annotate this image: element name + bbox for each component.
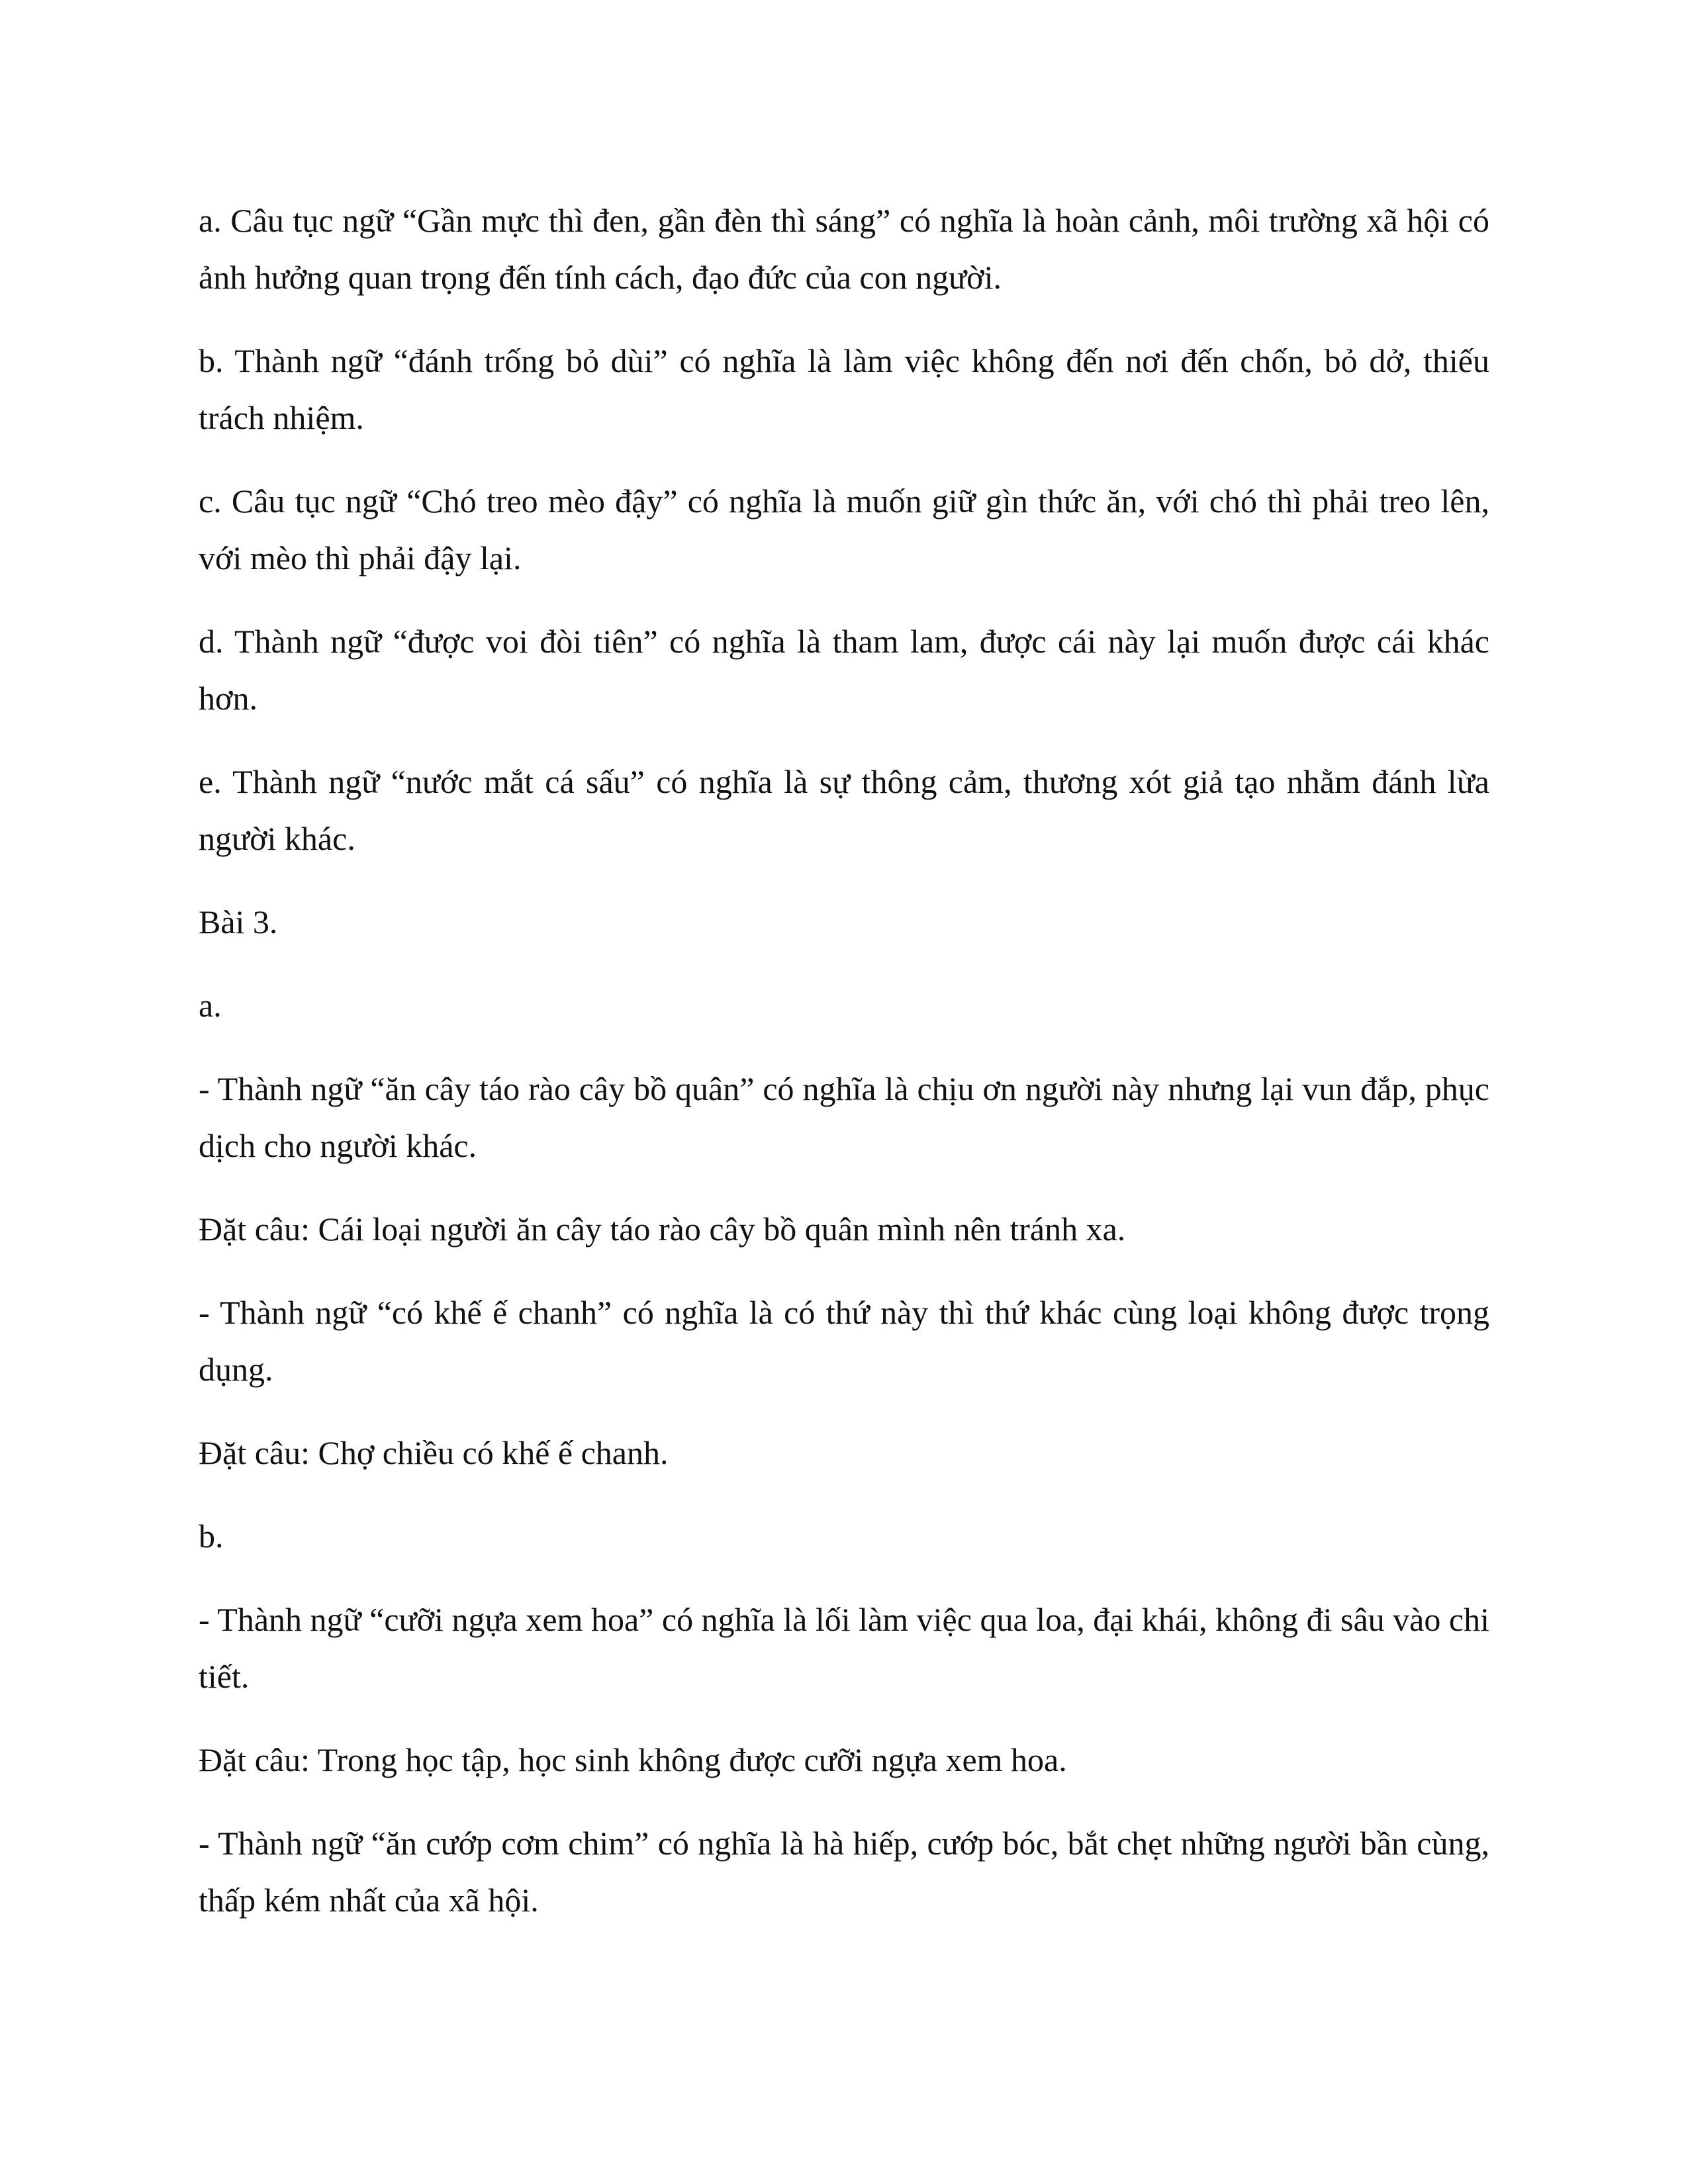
idiom-explanation: - Thành ngữ “ăn cướp cơm chim” có nghĩa là hà hiếp, cướp bóc, bắt chẹt những người bần cùng, thấp kém nhất của xã hội. [199, 1825, 1489, 1919]
answer-paragraph-d: d. Thành ngữ “được voi đòi tiên” có nghĩa là tham lam, được cái này lại muốn được cái khác hơn. [199, 623, 1489, 717]
example-sentence: Đặt câu: Trong học tập, học sinh không được cưỡi ngựa xem hoa. [199, 1741, 1067, 1778]
idiom-explanation: - Thành ngữ “ăn cây táo rào cây bồ quân” có nghĩa là chịu ơn người này nhưng lại vun đắp, phục dịch cho người khác. [199, 1070, 1489, 1164]
idiom-explanation: - Thành ngữ “có khế ế chanh” có nghĩa là có thứ này thì thứ khác cùng loại không được trọng dụng. [199, 1294, 1489, 1388]
answer-paragraph-c: c. Câu tục ngữ “Chó treo mèo đậy” có nghĩa là muốn giữ gìn thức ăn, với chó thì phải treo lên, với mèo thì phải đậy lại. [199, 482, 1489, 576]
document-body [199, 192, 1489, 1955]
answer-paragraph-a: a. Câu tục ngữ “Gần mực thì đen, gần đèn thì sáng” có nghĩa là hoàn cảnh, môi trường xã hội có ảnh hưởng quan trọng đến tính cách, đạo đức của con người. [199, 202, 1489, 296]
example-sentence: Đặt câu: Chợ chiều có khế ế chanh. [199, 1434, 669, 1471]
exercise-heading: Bài 3. [199, 903, 278, 940]
section-label-b: b. [199, 1518, 224, 1555]
example-sentence: Đặt câu: Cái loại người ăn cây táo rào cây bồ quân mình nên tránh xa. [199, 1210, 1126, 1248]
answer-paragraph-b: b. Thành ngữ “đánh trống bỏ dùi” có nghĩa là làm việc không đến nơi đến chốn, bỏ dở, thiếu trách nhiệm. [199, 342, 1489, 436]
answer-paragraph-e: e. Thành ngữ “nước mắt cá sấu” có nghĩa là sự thông cảm, thương xót giả tạo nhằm đánh lừa người khác. [199, 763, 1489, 857]
idiom-explanation: - Thành ngữ “cưỡi ngựa xem hoa” có nghĩa là lối làm việc qua loa, đại khái, không đi sâu vào chi tiết. [199, 1601, 1489, 1695]
section-label-a: a. [199, 987, 222, 1024]
